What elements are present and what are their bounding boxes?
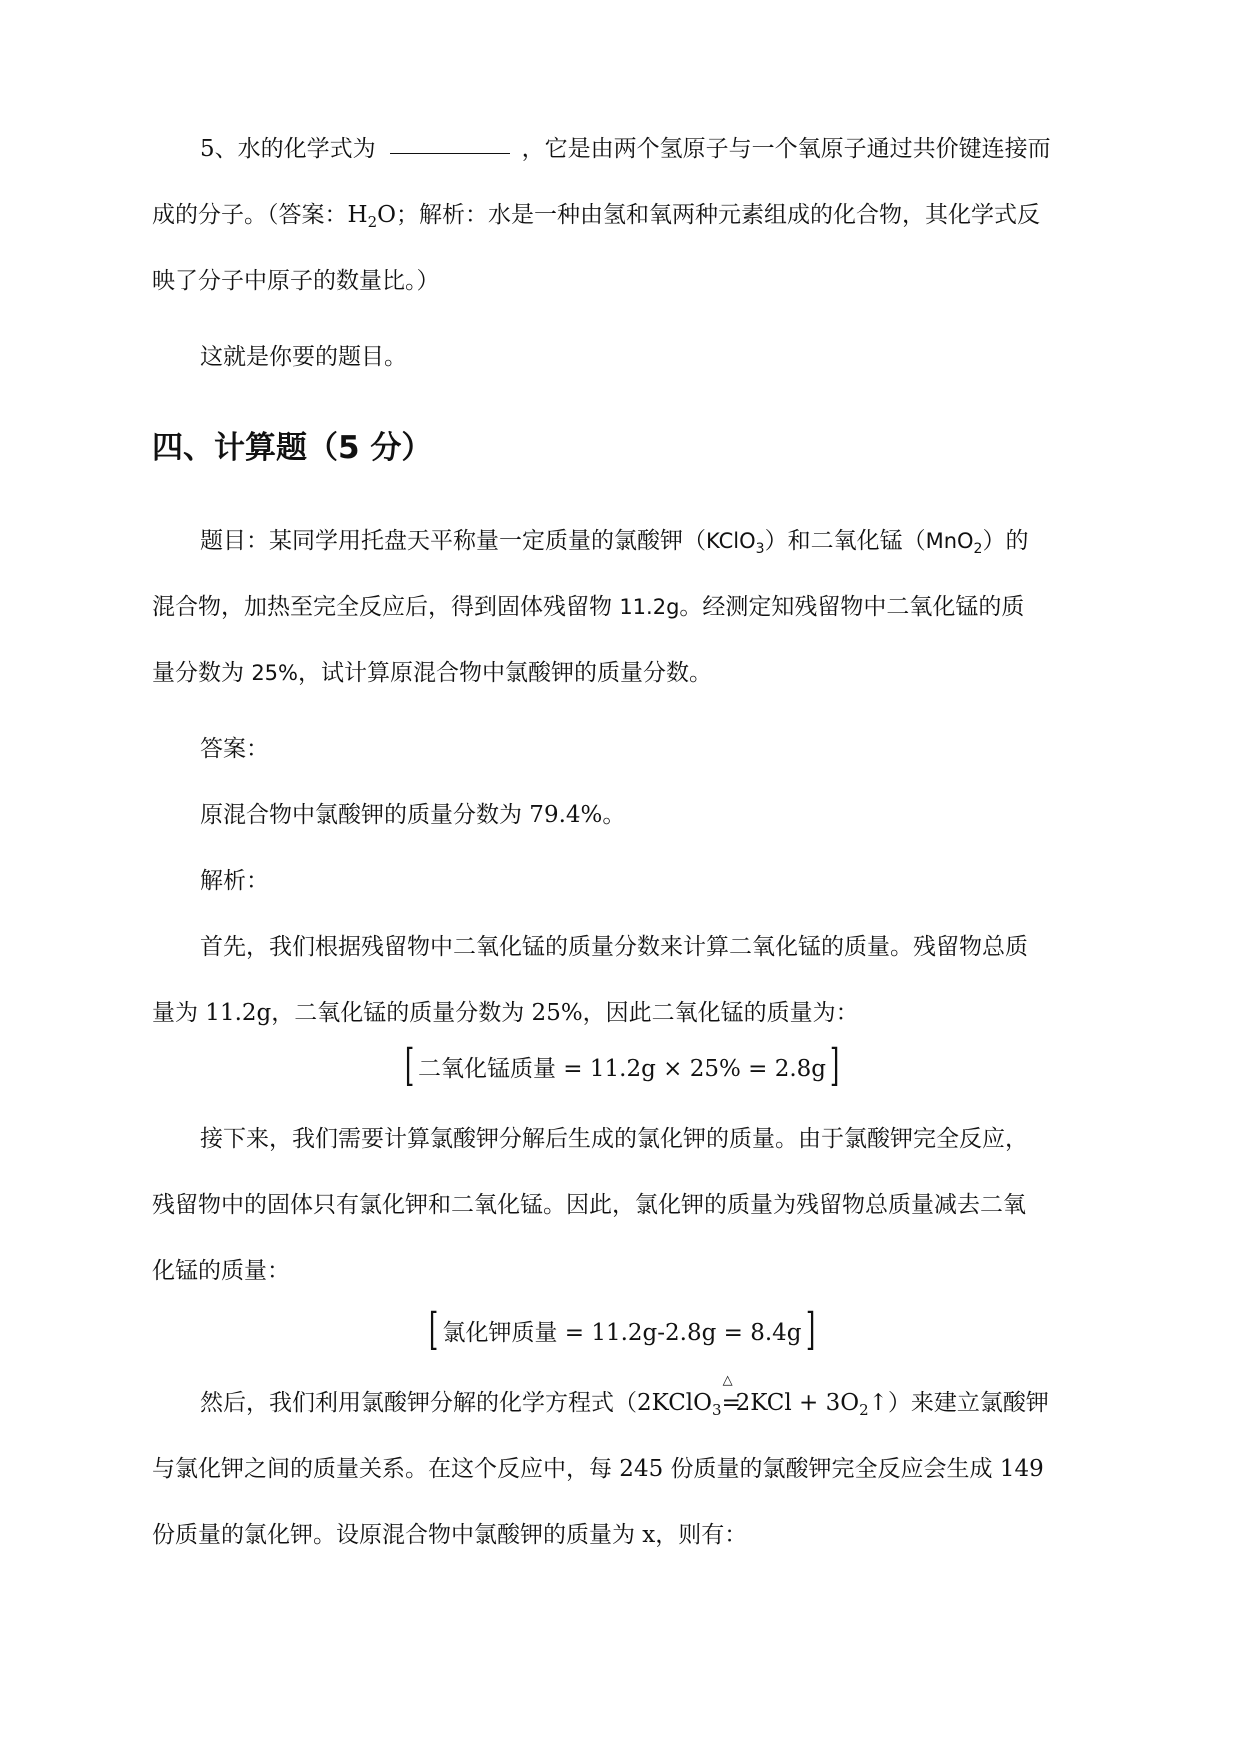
heat-equals-sign (721, 1370, 741, 1436)
right-bracket: ] (829, 1040, 840, 1091)
formula-2-text: 氯化钾质量 = 11.2g-2.8g = 8.4g (442, 1319, 802, 1346)
q5-answer-prefix: 成的分子。（答案：H (152, 202, 368, 228)
q5-line-2 (152, 182, 1092, 255)
q5-line-1 (152, 116, 1140, 182)
equals-sign: = (721, 1390, 741, 1416)
problem-text-e: 。经测定知残留物中二氧化锰的质 (679, 594, 1025, 620)
analysis-p1-line-2: 量为 11.2g，二氧化锰的质量分数为 25%，因此二氧化锰的质量为： (152, 1000, 859, 1026)
analysis-p1-line-1: 首先，我们根据残留物中二氧化锰的质量分数来计算二氧化锰的质量。残留物总质 (200, 934, 1028, 960)
analysis-p3-line-1 (152, 1370, 1140, 1443)
kclo3-formula: KClO (706, 529, 756, 553)
problem-text-f: 量分数为 (152, 660, 252, 686)
answer-text: 原混合物中氯酸钾的质量分数为 79.4%。 (200, 802, 626, 828)
q5-text-suffix: ，它是由两个氢原子与一个氧原子通过共价键连接而 (521, 136, 1051, 162)
q5-answer-suffix: O；解析：水是一种由氢和氧两种元素组成的化合物，其化学式反 (377, 202, 1040, 228)
mno2-subscript: 2 (973, 541, 983, 557)
problem-text-b: ）和二氧化锰（ (764, 528, 926, 554)
answer-label: 答案： (200, 736, 269, 762)
mass-fraction: 25% (251, 661, 298, 685)
equation-text-a: 然后，我们利用氯酸钾分解的化学方程式（2KClO (200, 1390, 713, 1416)
formula-mno2-mass (152, 1042, 1092, 1090)
problem-text-a: 题目：某同学用托盘天平称量一定质量的氯酸钾（ (200, 528, 706, 554)
analysis-label: 解析： (200, 868, 269, 894)
analysis-p2-line-2: 残留物中的固体只有氯化钾和二氧化锰。因此，氯化钾的质量为残留物总质量减去二氧 (152, 1192, 1026, 1218)
left-bracket: [ (429, 1304, 439, 1355)
problem-line-2 (152, 574, 1092, 640)
formula-1-text: 二氧化锰质量 = 11.2g × 25% = 2.8g (417, 1055, 827, 1082)
equation-text-c: ↑）来建立氯酸钾 (868, 1390, 1049, 1416)
problem-line-3 (152, 640, 1092, 706)
equation-text-b: 2KCl + 3O (735, 1390, 860, 1416)
section-heading: 四、计算题（5 分） (152, 430, 433, 466)
q5-subscript: 2 (367, 213, 378, 231)
problem-line-1 (152, 508, 1140, 582)
analysis-p2-line-1: 接下来，我们需要计算氯酸钾分解后生成的氯化钾的质量。由于氯酸钾完全反应， (200, 1126, 1028, 1152)
closing-text: 这就是你要的题目。 (200, 344, 407, 370)
problem-text-d: 混合物，加热至完全反应后，得到固体残留物 (152, 594, 620, 620)
equation-subscript-1: 3 (712, 1401, 722, 1419)
q5-line-3: 映了分子中原子的数量比。） (152, 268, 440, 294)
problem-text-g: ，试计算原混合物中氯酸钾的质量分数。 (298, 660, 712, 686)
formula-kcl-mass (152, 1306, 1092, 1354)
delta-icon: △ (722, 1373, 733, 1388)
kclo3-subscript: 3 (755, 541, 765, 557)
analysis-p3-line-2: 与氯化钾之间的质量关系。在这个反应中，每 245 份质量的氯酸钾完全反应会生成 149 (152, 1456, 1044, 1482)
left-bracket: [ (404, 1040, 415, 1091)
q5-text-prefix: 5、水的化学式为 (200, 136, 376, 162)
equation-subscript-2: 2 (859, 1401, 869, 1419)
analysis-p2-line-3: 化锰的质量： (152, 1258, 290, 1284)
residue-mass: 11.2g (619, 595, 680, 619)
right-bracket: ] (805, 1304, 815, 1355)
problem-text-c: ）的 (982, 528, 1029, 554)
analysis-p3-line-3: 份质量的氯化钾。设原混合物中氯酸钾的质量为 x，则有： (152, 1522, 748, 1548)
answer-blank (390, 133, 510, 154)
mno2-formula: MnO (925, 529, 974, 553)
